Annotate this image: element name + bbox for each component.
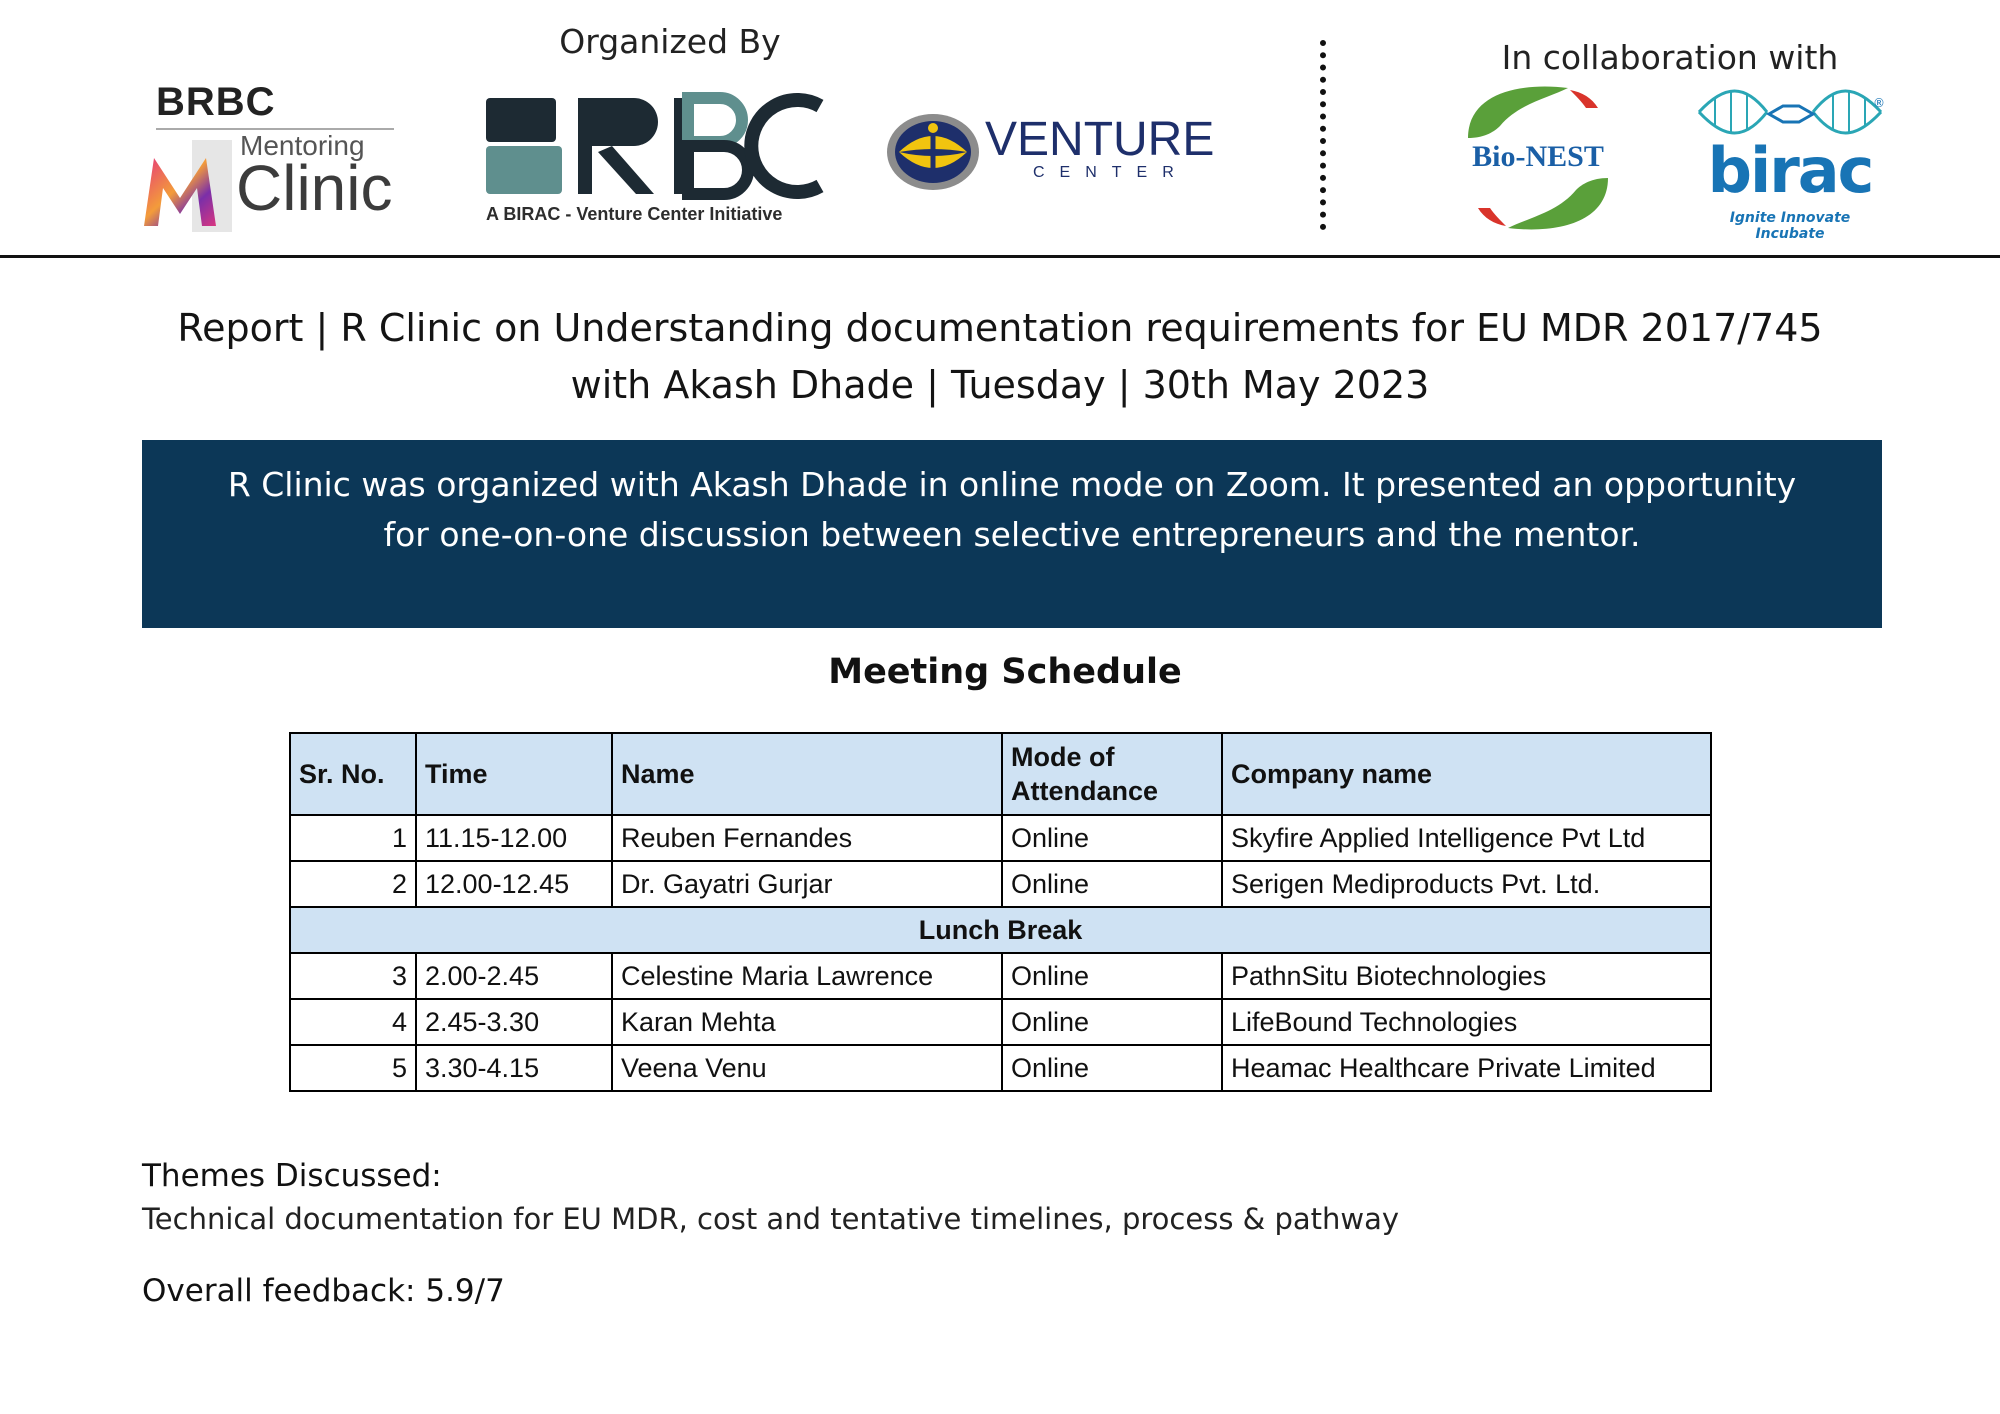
themes-text: Technical documentation for EU MDR, cost and tentative timelines, process & pathway	[142, 1202, 1400, 1236]
m-clinic-logo-icon	[140, 140, 232, 232]
bionest-wordmark: Bio-NEST	[1472, 140, 1604, 173]
report-title-line-2: with Akash Dhade | Tuesday | 30th May 2023	[570, 363, 1430, 407]
table-header-row	[290, 733, 1711, 815]
mentoring-label: Mentoring	[240, 130, 365, 161]
cell-name: Karan Mehta	[612, 999, 1002, 1045]
cell-name: Celestine Maria Lawrence	[612, 953, 1002, 999]
cell-mode: Online	[1002, 861, 1222, 907]
cell-company: PathnSitu Biotechnologies	[1222, 953, 1711, 999]
schedule-table	[289, 732, 1712, 1092]
mentoring-clinic-brand: BRBC	[156, 80, 276, 124]
summary-banner	[142, 440, 1882, 628]
themes-heading: Themes Discussed:	[142, 1158, 442, 1194]
table-row	[290, 953, 1711, 999]
header-rule	[0, 255, 2000, 258]
report-title-line-1: Report | R Clinic on Understanding documentation requirements for EU MDR 2017/745	[177, 306, 1823, 350]
collaboration-label: In collaboration with	[1501, 38, 1839, 77]
column-header-time: Time	[416, 733, 612, 815]
cell-time: 11.15-12.00	[416, 815, 612, 861]
dna-handshake-icon	[1695, 84, 1885, 140]
birac-logo	[1695, 84, 1885, 242]
venture-center-emblem-icon	[885, 112, 981, 192]
cell-mode: Online	[1002, 1045, 1222, 1091]
cell-time: 3.30-4.15	[416, 1045, 612, 1091]
venture-wordmark: VENTURE	[985, 113, 1215, 166]
cell-time: 2.00-2.45	[416, 953, 612, 999]
overall-feedback: Overall feedback: 5.9/7	[142, 1273, 505, 1309]
cell-company: Serigen Mediproducts Pvt. Ltd.	[1222, 861, 1711, 907]
cell-sr-no: 4	[290, 999, 416, 1045]
cell-sr-no: 5	[290, 1045, 416, 1091]
column-header-mode: Mode of Attendance	[1002, 733, 1222, 815]
birac-tagline: Ignite Innovate Incubate	[1729, 210, 1851, 242]
lunch-break-row	[290, 907, 1711, 953]
cell-time: 12.00-12.45	[416, 861, 612, 907]
cell-name: Reuben Fernandes	[612, 815, 1002, 861]
lunch-break-label: Lunch Break	[290, 907, 1711, 953]
birac-wordmark: birac	[1707, 134, 1873, 207]
cell-sr-no: 1	[290, 815, 416, 861]
organized-by-label: Organized By	[559, 22, 781, 61]
header	[0, 0, 2000, 258]
bionest-logo	[1458, 82, 1618, 234]
center-wordmark: CENTER	[1033, 164, 1189, 181]
brbc-logo	[484, 92, 824, 232]
mentoring-clinic-logo	[140, 78, 400, 238]
cell-company: Heamac Healthcare Private Limited	[1222, 1045, 1711, 1091]
schedule-heading: Meeting Schedule	[828, 652, 1182, 692]
cell-sr-no: 2	[290, 861, 416, 907]
cell-mode: Online	[1002, 815, 1222, 861]
column-header-sr-no: Sr. No.	[290, 733, 416, 815]
clinic-label: Clinic	[236, 152, 393, 224]
cell-mode: Online	[1002, 999, 1222, 1045]
cell-company: Skyfire Applied Intelligence Pvt Ltd	[1222, 815, 1711, 861]
table-row	[290, 861, 1711, 907]
report-title	[80, 300, 1920, 414]
column-header-name: Name	[612, 733, 1002, 815]
brbc-tagline: A BIRAC - Venture Center Initiative	[486, 204, 783, 224]
brbc-wordmark-icon	[484, 92, 824, 200]
header-divider	[1320, 40, 1326, 230]
cell-sr-no: 3	[290, 953, 416, 999]
table-row	[290, 999, 1711, 1045]
cell-company: LifeBound Technologies	[1222, 999, 1711, 1045]
column-header-company: Company name	[1222, 733, 1711, 815]
cell-name: Dr. Gayatri Gurjar	[612, 861, 1002, 907]
venture-center-logo	[885, 112, 1230, 192]
table-row	[290, 815, 1711, 861]
cell-name: Veena Venu	[612, 1045, 1002, 1091]
cell-mode: Online	[1002, 953, 1222, 999]
summary-text: R Clinic was organized with Akash Dhade in online mode on Zoom. It presented an opportunity for one-on-one discussion between selective entrepreneurs and the mentor.	[227, 465, 1797, 554]
table-row	[290, 1045, 1711, 1091]
cell-time: 2.45-3.30	[416, 999, 612, 1045]
registered-mark: ®	[1873, 96, 1885, 110]
